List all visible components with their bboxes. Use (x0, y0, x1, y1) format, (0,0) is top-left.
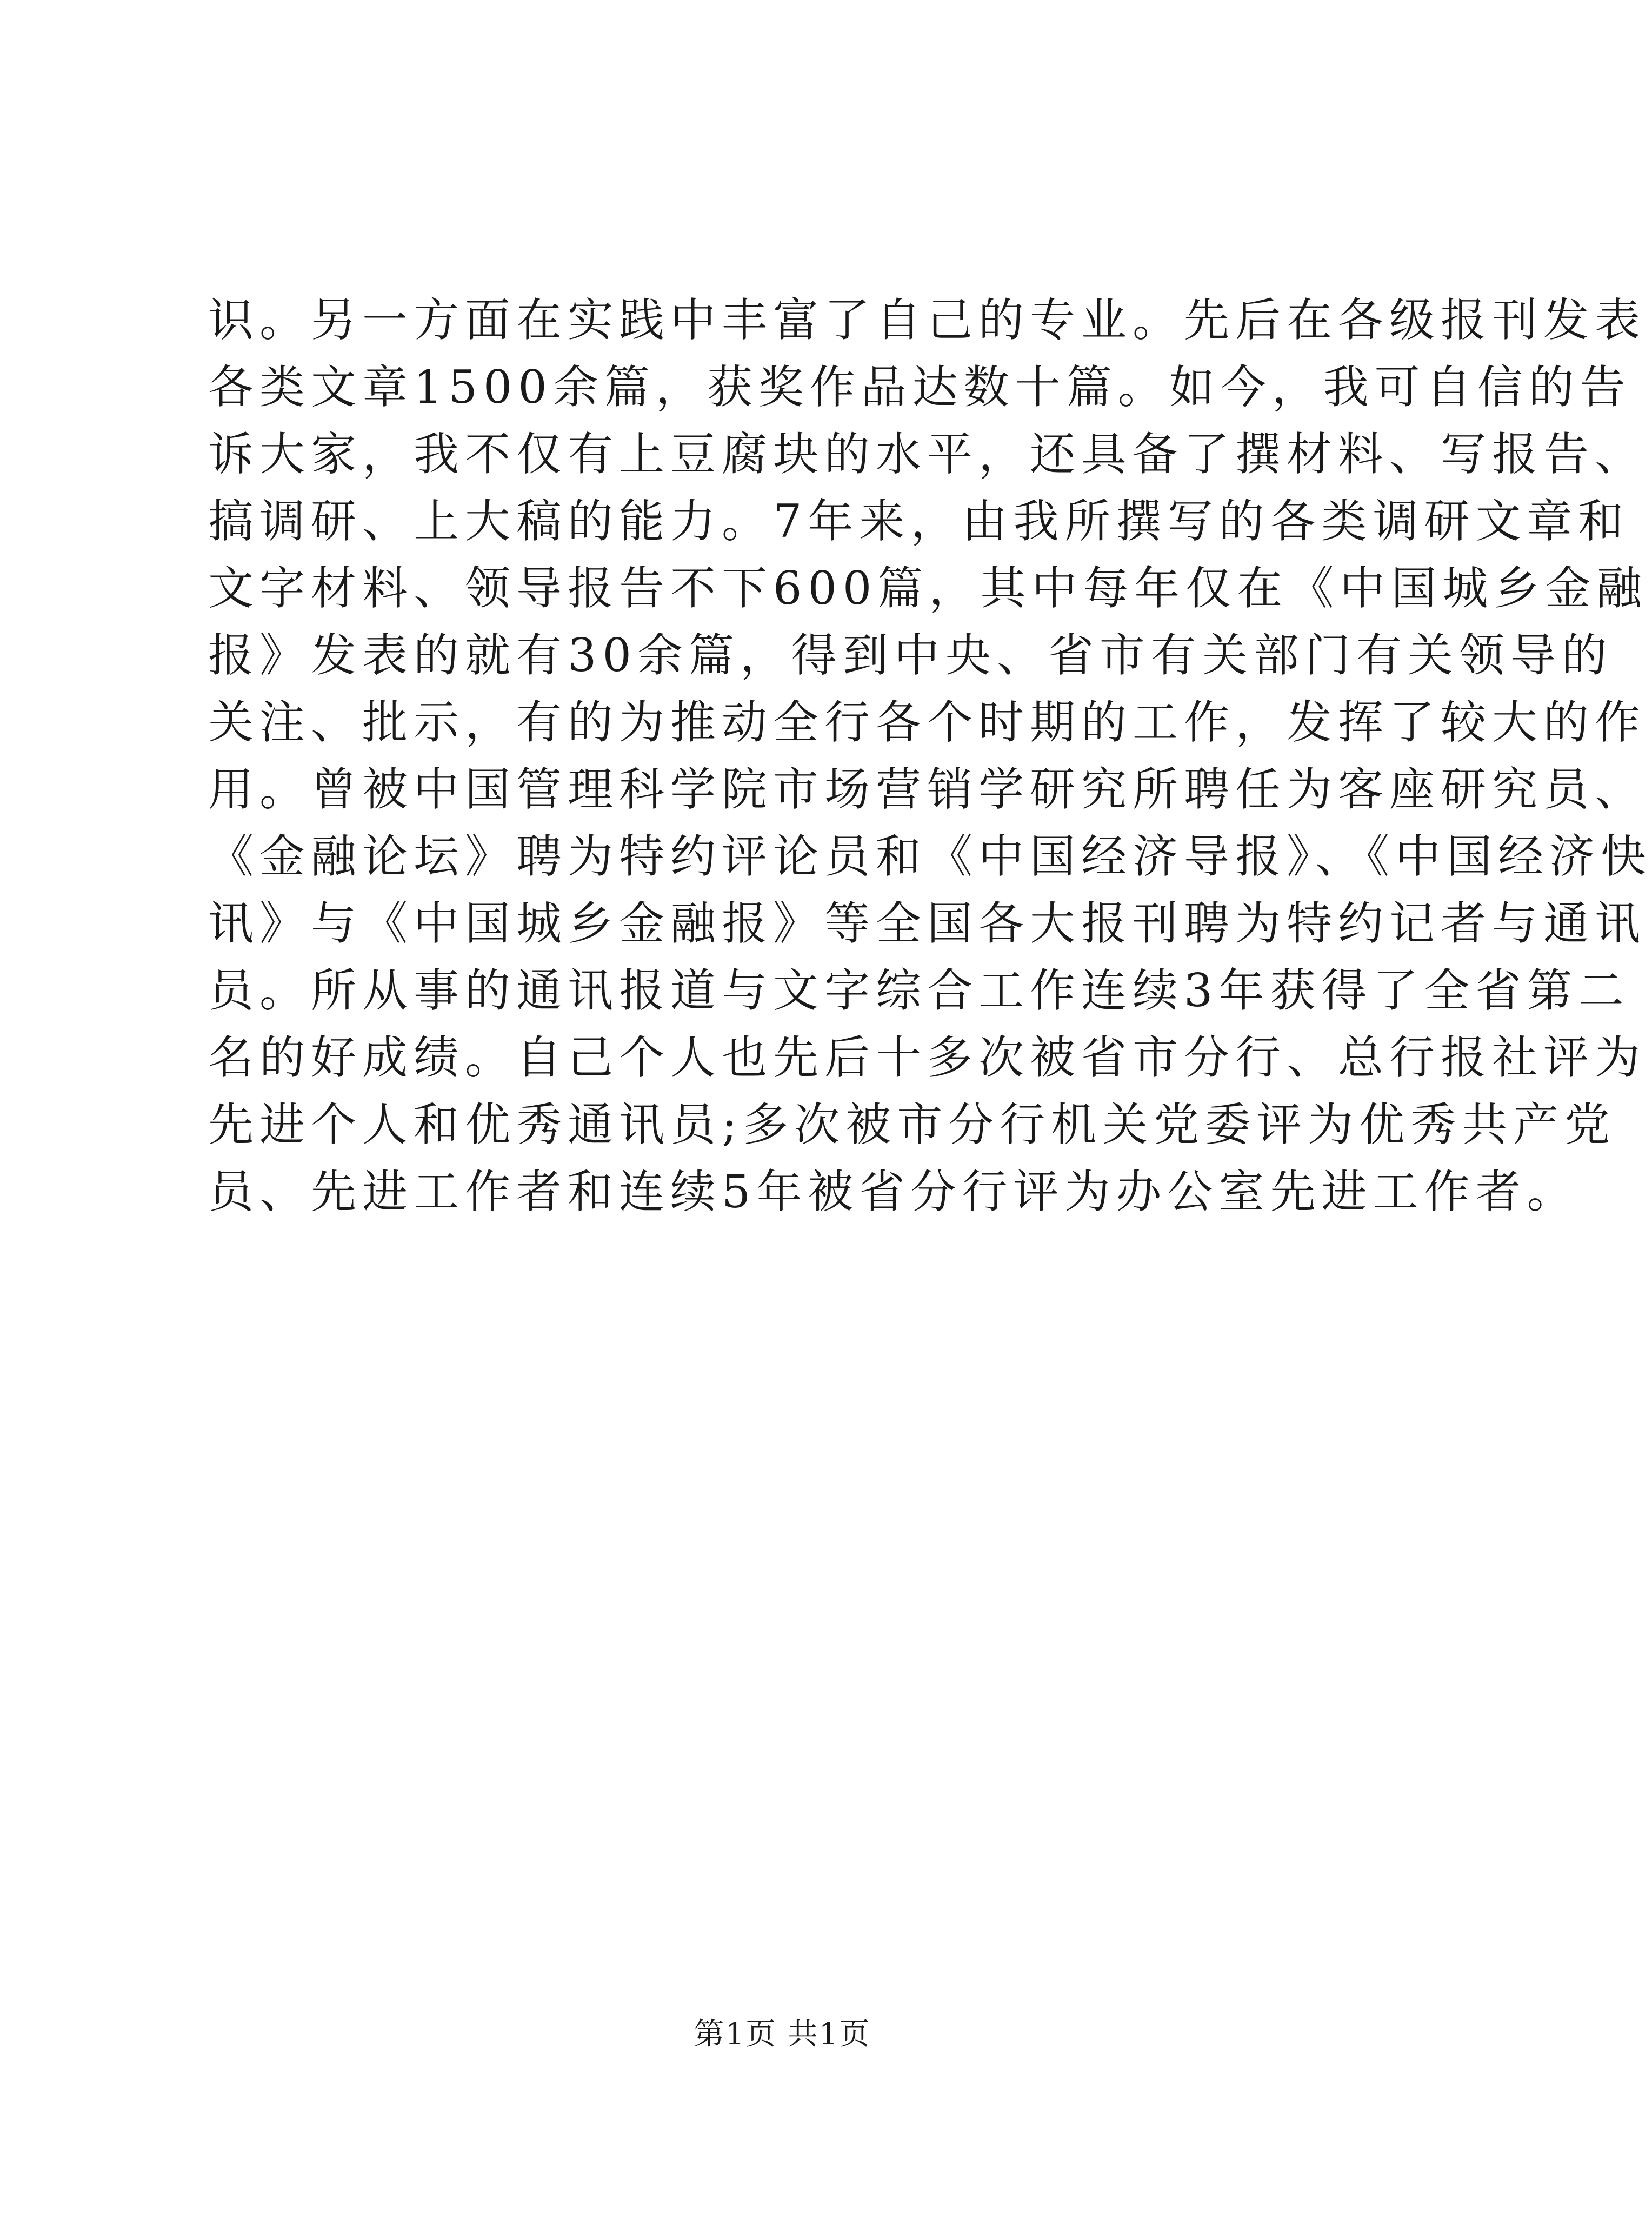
paragraph-line: 名的好成绩。自己个人也先后十多次被省市分行、总行报社评为 (208, 1031, 1647, 1084)
paragraph-line: 员。所从事的通讯报道与文字综合工作连续3年获得了全省第二 (208, 964, 1630, 1017)
paragraph-line: 关注、批示，有的为推动全行各个时期的工作，发挥了较大的作 (208, 696, 1647, 749)
paragraph-line: 文字材料、领导报告不下600篇，其中每年仅在《中国城乡金融 (208, 562, 1648, 615)
paragraph-line: 各类文章1500余篇，获奖作品达数十篇。如今，我可自信的告 (208, 361, 1631, 414)
paragraph-line: 诉大家，我不仅有上豆腐块的水平，还具备了撰材料、写报告、 (208, 428, 1647, 481)
paragraph-line: 讯》与《中国城乡金融报》等全国各大报刊聘为特约记者与通讯 (208, 897, 1647, 950)
body-paragraph (208, 287, 1652, 1225)
paragraph-line: 先进个人和优秀通讯员;多次被市分行机关党委评为优秀共产党 (208, 1098, 1616, 1151)
paragraph-line: 《金融论坛》聘为特约评论员和《中国经济导报》、《中国经济快 (208, 830, 1652, 883)
page-number-footer: 第1页 共1页 (694, 2017, 871, 2052)
paragraph-line: 员、先进工作者和连续5年被省分行评为办公室先进工作者。 (208, 1165, 1578, 1218)
paragraph-line: 搞调研、上大稿的能力。7年来，由我所撰写的各类调研文章和 (208, 495, 1630, 548)
paragraph-line: 用。曾被中国管理科学院市场营销学研究所聘任为客座研究员、 (208, 763, 1647, 816)
paragraph-line: 识。另一方面在实践中丰富了自己的专业。先后在各级报刊发表 (208, 294, 1647, 347)
paragraph-line: 报》发表的就有30余篇，得到中央、省市有关部门有关领导的 (208, 629, 1613, 682)
